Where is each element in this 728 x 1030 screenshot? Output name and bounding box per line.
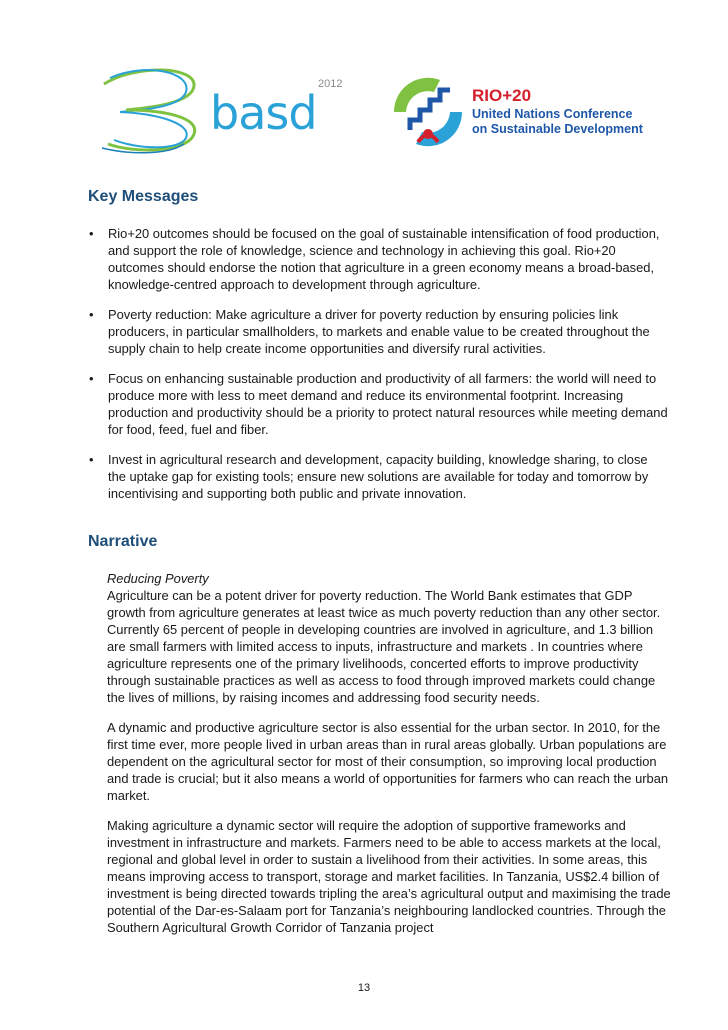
narrative-paragraph bbox=[107, 570, 672, 706]
list-item bbox=[88, 370, 668, 438]
key-messages-list bbox=[88, 225, 668, 515]
list-item-text: Rio+20 outcomes should be focused on the goal of sustainable intensification of food production, and support the role of knowledge, science and technology in achieving this goal. Rio+20 outcomes should endorse the notion that agriculture in a green economy means a broad-based, knowledge-centred approach to development through agriculture. bbox=[108, 226, 660, 292]
bullet-icon: • bbox=[89, 307, 94, 322]
narrative-paragraph: A dynamic and productive agriculture sector is also essential for the urban sector. In 2010, for the first time ever, more people lived in urban areas than in rural areas globally. Urban populations are dependent on the agricultural sector for most of their consumption, so improving local production and trade is crucial; but it also means a world of opportunities for farmers who can reach the urban market. bbox=[107, 720, 669, 803]
list-item bbox=[88, 225, 668, 293]
basd-logo-year: 2012 bbox=[318, 78, 343, 90]
basd-logo-word: basd bbox=[210, 86, 317, 140]
basd-swirl-logo bbox=[96, 64, 206, 156]
list-item-text: Poverty reduction: Make agriculture a driver for poverty reduction by ensuring policies link producers, in particular smallholders, to markets and enable value to be created throughout the supply chain to help create income opportunities and diversify rural activities. bbox=[108, 307, 650, 356]
bullet-icon: • bbox=[89, 371, 94, 386]
key-messages-heading: Key Messages bbox=[88, 188, 199, 205]
rio20-title: RIO+20 bbox=[472, 86, 532, 105]
narrative-body bbox=[107, 570, 672, 949]
page-number: 13 bbox=[357, 982, 371, 994]
rio20-subtitle-line1: United Nations Conference bbox=[472, 107, 633, 121]
bullet-icon: • bbox=[89, 226, 94, 241]
list-item bbox=[88, 451, 668, 502]
header-logos bbox=[92, 60, 652, 160]
rio20-subtitle-line2: on Sustainable Development bbox=[472, 122, 643, 136]
rio20-emblem-icon bbox=[388, 72, 468, 152]
list-item-text: Focus on enhancing sustainable production and productivity of all farmers: the world will need to produce more with less to meet demand and reduce its environmental footprint. Increasing production and productivity should be a priority to protect natural resources while meeting demand for food, feed, fuel and fiber. bbox=[108, 371, 668, 437]
list-item-text: Invest in agricultural research and development, capacity building, knowledge sharing, to close the uptake gap for existing tools; ensure new solutions are available for today and tomorrow by incentivising and supporting both public and private innovation. bbox=[108, 452, 649, 501]
narrative-paragraph: Making agriculture a dynamic sector will require the adoption of supportive frameworks and investment in infrastructure and markets. Farmers need to be able to access markets at the local, regional and global level in order to sustain a livelihood from their activities. In some areas, this means improving access to transport, storage and market facilities. In Tanzania, US$2.4 billion of investment is being directed towards tripling the area’s agricultural output and maximising the trade potential of the Dar-es-Salaam port for Tanzania’s neighbouring landlocked countries. Through the Southern Agricultural Growth Corridor of Tanzania project bbox=[107, 818, 671, 935]
narrative-heading: Narrative bbox=[88, 533, 158, 550]
narrative-subheading: Reducing Poverty bbox=[107, 571, 209, 586]
bullet-icon: • bbox=[89, 452, 94, 467]
list-item bbox=[88, 306, 668, 357]
paragraph-text: Agriculture can be a potent driver for poverty reduction. The World Bank estimates that GDP growth from agriculture generates at least twice as much poverty reduction than any other sector. Currently 65 percent of people in developing countries are involved in agriculture, and 1.3 billion are small farmers with limited access to inputs, infrastructure and markets . In countries where agriculture represents one of the primary livelihoods, concerted efforts to improve productivity through sustainable practices as well as access to food through improved markets could change the lives of millions, by raising incomes and addressing food security needs. bbox=[107, 588, 661, 705]
